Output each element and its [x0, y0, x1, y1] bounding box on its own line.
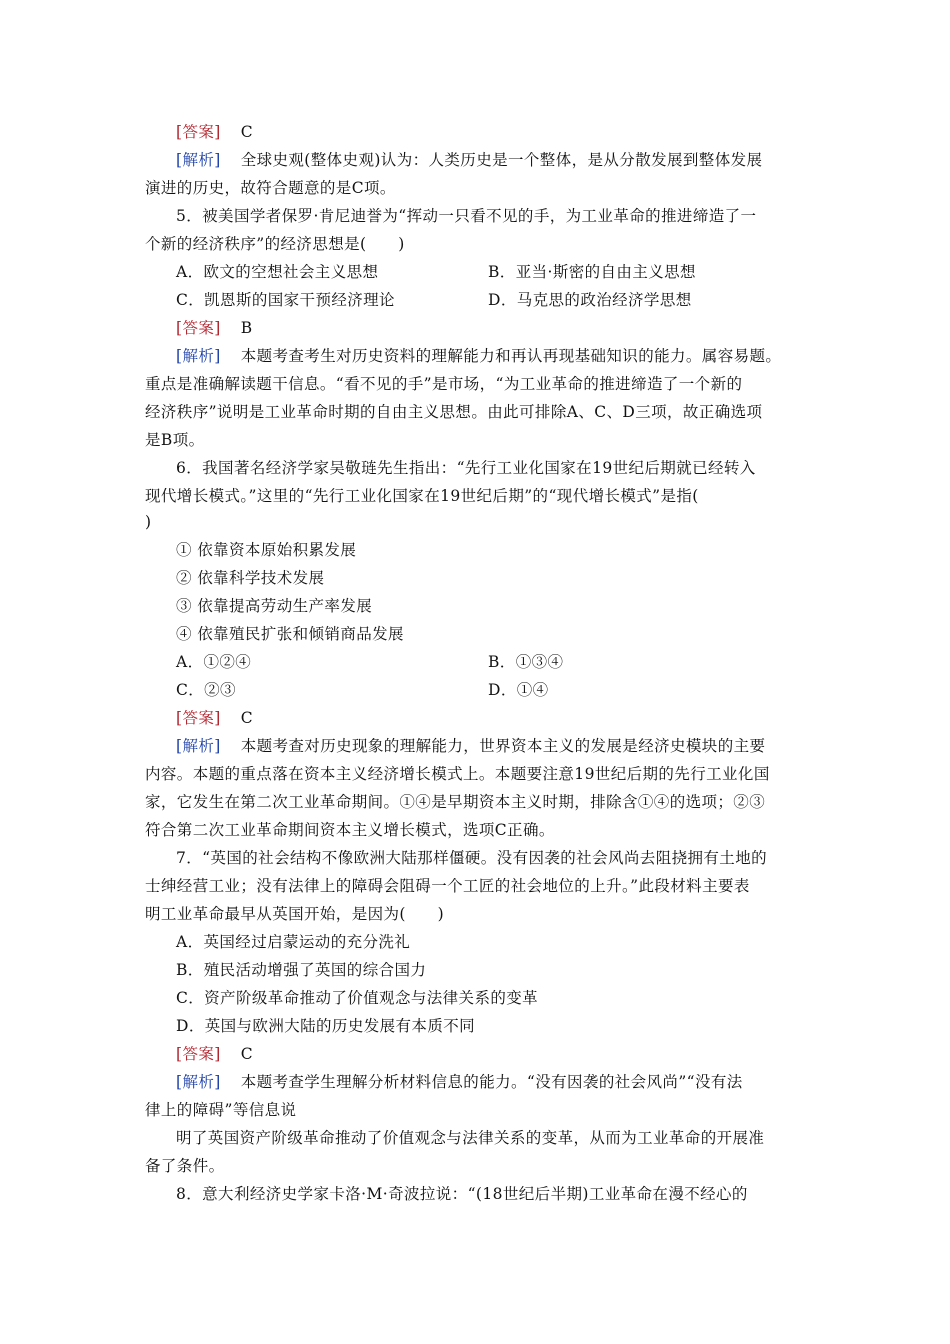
- question-5-stem: 5．被美国学者保罗·肯尼迪誉为“挥动一只看不见的手，为工业革命的推进缔造了一: [176, 207, 757, 225]
- answer-value: C: [240, 709, 253, 727]
- analysis-line: [176, 149, 816, 171]
- option-b: B．殖民活动增强了英国的综合国力: [176, 961, 427, 979]
- option-a: A．英国经过启蒙运动的充分洗礼: [176, 933, 411, 951]
- question-6-stem: 6．我国著名经济学家吴敬琏先生指出：“先行工业化国家在19世纪后期就已经转入: [176, 459, 756, 477]
- answer-line: [176, 707, 816, 729]
- answer-tag: [答案]: [176, 319, 221, 337]
- analysis-text: 本题考查对历史现象的理解能力，世界资本主义的发展是经济史模块的主要: [240, 737, 766, 755]
- analysis-text: 律上的障碍”等信息说: [145, 1101, 297, 1119]
- analysis-tag: [解析]: [176, 151, 221, 169]
- answer-tag: [答案]: [176, 709, 221, 727]
- answer-value: C: [240, 1045, 253, 1063]
- analysis-line: [176, 735, 816, 757]
- option-b: B．①③④: [488, 653, 564, 671]
- option-d: D．马克思的政治经济学思想: [488, 291, 692, 309]
- analysis-tag: [解析]: [176, 737, 221, 755]
- question-6-options-row: [176, 651, 816, 673]
- analysis-text: 全球史观(整体史观)认为：人类历史是一个整体，是从分散发展到整体发展: [240, 151, 763, 169]
- analysis-text: 是B项。: [145, 431, 205, 449]
- option-c: C．资产阶级革命推动了价值观念与法律关系的变革: [176, 989, 539, 1007]
- answer-tag: [答案]: [176, 123, 221, 141]
- analysis-text: 演进的历史，故符合题意的是C项。: [145, 179, 396, 197]
- question-6-item: ① 依靠资本原始积累发展: [176, 541, 357, 559]
- question-7-stem: 明工业革命最早从英国开始，是因为( ): [145, 905, 445, 923]
- question-6-options-row: [176, 679, 816, 701]
- question-5-options-row: [176, 261, 816, 283]
- analysis-text: 家，它发生在第二次工业革命期间。①④是早期资本主义时期，排除含①④的选项；②③: [145, 793, 766, 811]
- option-b: B．亚当·斯密的自由主义思想: [488, 263, 696, 281]
- question-6-stem: 现代增长模式。”这里的“先行工业化国家在19世纪后期”的“现代增长模式”是指(: [145, 487, 699, 505]
- analysis-text: 经济秩序”说明是工业革命时期的自由主义思想。由此可排除A、C、D三项，故正确选项: [145, 403, 763, 421]
- analysis-text: 本题考查考生对历史资料的理解能力和再认再现基础知识的能力。属容易题。: [240, 347, 782, 365]
- option-d: D．①④: [488, 681, 549, 699]
- option-d: D．英国与欧洲大陆的历史发展有本质不同: [176, 1017, 476, 1035]
- option-a: A．欧文的空想社会主义思想: [176, 263, 379, 281]
- analysis-tag: [解析]: [176, 347, 221, 365]
- option-a: A．①②④: [176, 653, 252, 671]
- analysis-text: 重点是准确解读题干信息。“看不见的手”是市场，“为工业革命的推进缔造了一个新的: [145, 375, 743, 393]
- question-5-options-row: [176, 289, 816, 311]
- option-c: C．②③: [176, 681, 236, 699]
- question-6-item: ④ 依靠殖民扩张和倾销商品发展: [176, 625, 404, 643]
- analysis-text: 备了条件。: [145, 1157, 225, 1175]
- answer-value: B: [240, 319, 253, 337]
- question-5-stem: 个新的经济秩序”的经济思想是( ): [145, 235, 405, 253]
- analysis-line: [176, 1071, 816, 1093]
- question-6-stem: ): [145, 513, 152, 531]
- analysis-tag: [解析]: [176, 1073, 221, 1091]
- option-c: C．凯恩斯的国家干预经济理论: [176, 291, 395, 309]
- answer-line: [176, 317, 816, 339]
- analysis-text: 内容。本题的重点落在资本主义经济增长模式上。本题要注意19世纪后期的先行工业化国: [145, 765, 770, 783]
- question-6-item: ③ 依靠提高劳动生产率发展: [176, 597, 373, 615]
- question-8-stem: 8．意大利经济史学家卡洛·M·奇波拉说：“(18世纪后半期)工业革命在漫不经心的: [176, 1185, 748, 1203]
- question-6-item: ② 依靠科学技术发展: [176, 569, 325, 587]
- answer-tag: [答案]: [176, 1045, 221, 1063]
- analysis-text: 明了英国资产阶级革命推动了价值观念与法律关系的变革，从而为工业革命的开展准: [176, 1129, 765, 1147]
- question-7-stem: 士绅经营工业；没有法律上的障碍会阻碍一个工匠的社会地位的上升。”此段材料主要表: [145, 877, 750, 895]
- analysis-text: 符合第二次工业革命期间资本主义增长模式，选项C正确。: [145, 821, 555, 839]
- answer-line: [176, 121, 816, 143]
- question-7-stem: 7．“英国的社会结构不像欧洲大陆那样僵硬。没有因袭的社会风尚去阻挠拥有土地的: [176, 849, 767, 867]
- answer-value: C: [240, 123, 253, 141]
- analysis-text: 本题考查学生理解分析材料信息的能力。“没有因袭的社会风尚”“没有法: [240, 1073, 743, 1091]
- analysis-line: [176, 345, 816, 367]
- answer-line: [176, 1043, 816, 1065]
